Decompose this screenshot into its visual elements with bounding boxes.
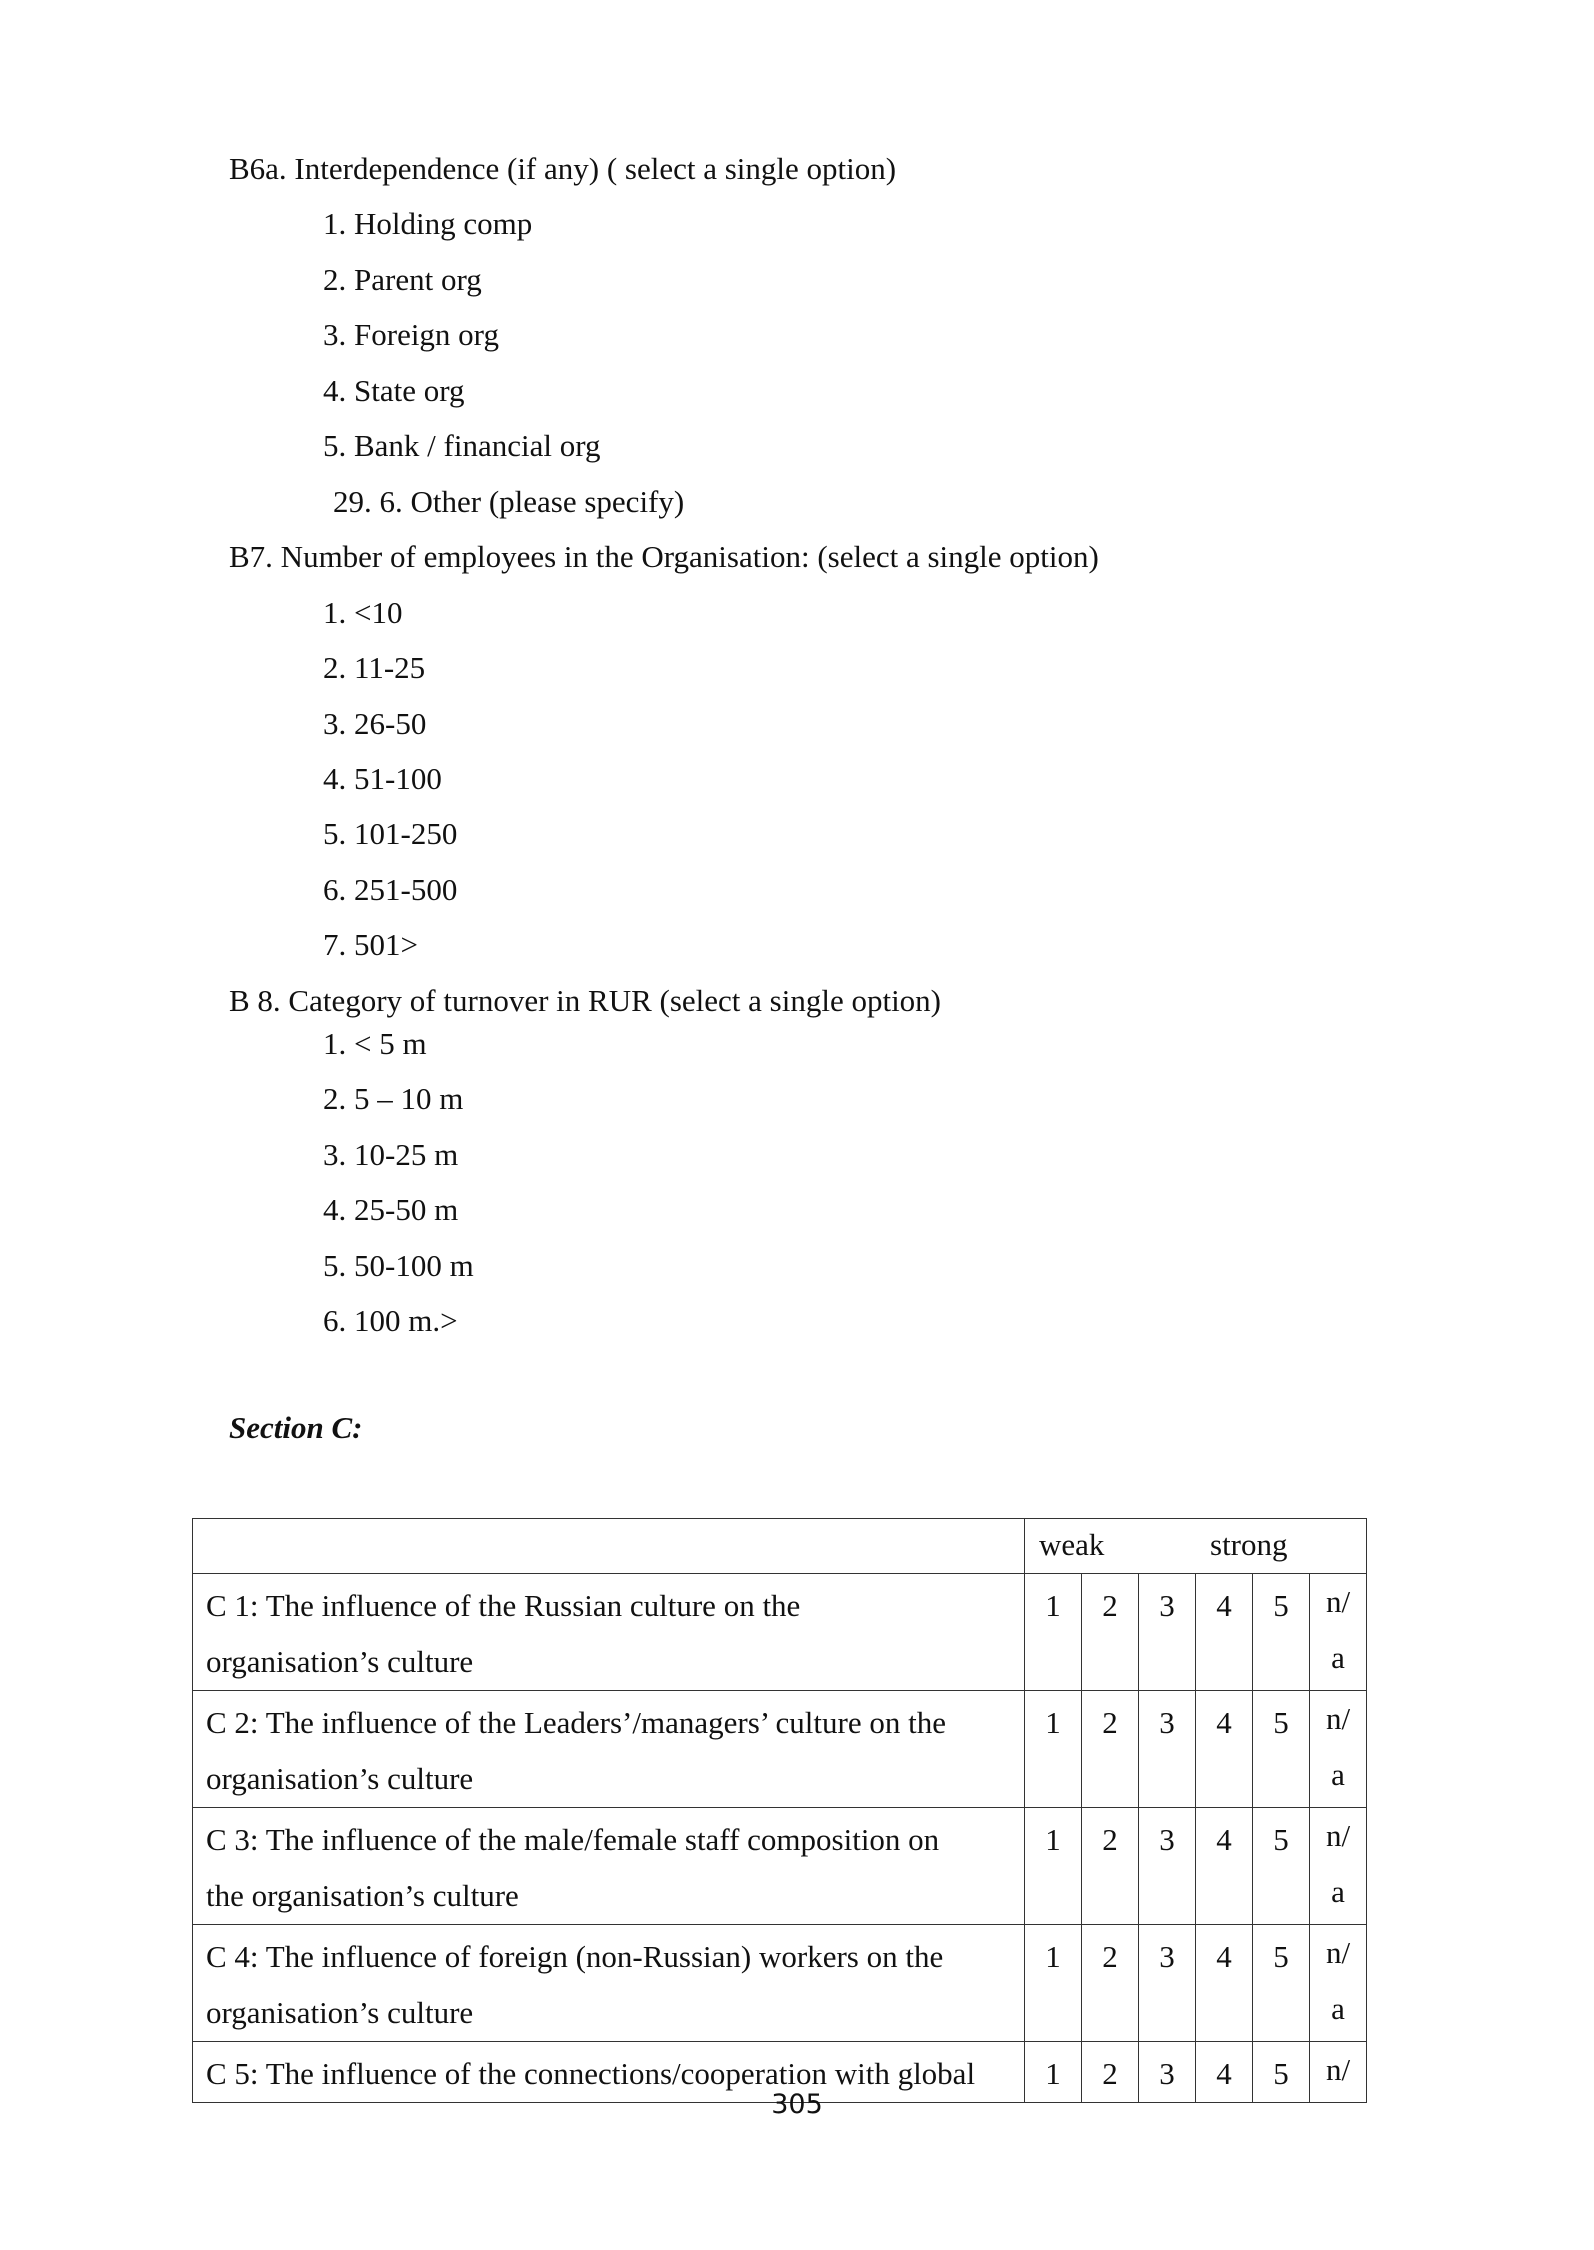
option-b7-7: 7. 501> (323, 927, 418, 962)
rating-option-5[interactable]: 5 (1253, 1925, 1310, 2042)
rating-option-3[interactable]: 3 (1139, 2042, 1196, 2103)
rating-option-na[interactable]: n/ (1310, 2042, 1367, 2103)
rating-option-5[interactable]: 5 (1253, 1691, 1310, 1808)
option-b8-2: 2. 5 – 10 m (323, 1081, 464, 1116)
option-b7-4: 4. 51-100 (323, 761, 442, 796)
rating-option-1[interactable]: 1 (1025, 1808, 1082, 1925)
rating-option-4[interactable]: 4 (1196, 2042, 1253, 2103)
rating-option-na[interactable]: n/ a (1310, 1691, 1367, 1808)
scale-weak-label: weak (1039, 1527, 1105, 1562)
section-c-title: Section C: (229, 1410, 363, 1445)
rating-option-5[interactable]: 5 (1253, 2042, 1310, 2103)
rating-option-5[interactable]: 5 (1253, 1574, 1310, 1691)
header-blank-cell (193, 1519, 1025, 1574)
rating-option-2[interactable]: 2 (1082, 1808, 1139, 1925)
statement-c4: C 4: The influence of foreign (non-Russian) workers on the organisation’s culture (193, 1925, 1025, 2042)
rating-option-3[interactable]: 3 (1139, 1691, 1196, 1808)
rating-option-4[interactable]: 4 (1196, 1808, 1253, 1925)
scale-strong-label: strong (1210, 1527, 1288, 1562)
page-number: 305 (771, 2089, 823, 2120)
rating-option-4[interactable]: 4 (1196, 1925, 1253, 2042)
rating-option-na[interactable]: n/ a (1310, 1925, 1367, 2042)
rating-option-3[interactable]: 3 (1139, 1808, 1196, 1925)
rating-option-2[interactable]: 2 (1082, 1691, 1139, 1808)
table-row (193, 1574, 1367, 1691)
rating-option-4[interactable]: 4 (1196, 1691, 1253, 1808)
table-row (193, 1808, 1367, 1925)
option-b6a-3: 3. Foreign org (323, 317, 499, 352)
option-b8-1: 1. < 5 m (323, 1026, 427, 1061)
option-b7-3: 3. 26-50 (323, 706, 427, 741)
rating-option-1[interactable]: 1 (1025, 1691, 1082, 1808)
rating-option-5[interactable]: 5 (1253, 1808, 1310, 1925)
rating-option-3[interactable]: 3 (1139, 1925, 1196, 2042)
rating-option-4[interactable]: 4 (1196, 1574, 1253, 1691)
option-b8-4: 4. 25-50 m (323, 1192, 459, 1227)
rating-option-na[interactable]: n/ a (1310, 1574, 1367, 1691)
statement-c3: C 3: The influence of the male/female staff composition on the organisation’s culture (193, 1808, 1025, 1925)
statement-c1: C 1: The influence of the Russian culture on the organisation’s culture (193, 1574, 1025, 1691)
statement-c2: C 2: The influence of the Leaders’/managers’ culture on the organisation’s culture (193, 1691, 1025, 1808)
influence-rating-table (192, 1518, 1367, 2103)
option-b6a-2: 2. Parent org (323, 262, 482, 297)
option-b6a-4: 4. State org (323, 373, 465, 408)
question-b6a: B6a. Interdependence (if any) ( select a single option) (229, 151, 897, 186)
rating-option-na[interactable]: n/ a (1310, 1808, 1367, 1925)
rating-option-1[interactable]: 1 (1025, 2042, 1082, 2103)
header-scale-cell (1025, 1519, 1367, 1574)
option-b7-2: 2. 11-25 (323, 650, 426, 685)
rating-option-1[interactable]: 1 (1025, 1574, 1082, 1691)
table-header-row (193, 1519, 1367, 1574)
option-b7-5: 5. 101-250 (323, 816, 458, 851)
option-b8-6: 6. 100 m.> (323, 1303, 458, 1338)
rating-option-2[interactable]: 2 (1082, 1925, 1139, 2042)
option-b8-5: 5. 50-100 m (323, 1248, 474, 1283)
question-b7: B7. Number of employees in the Organisation: (select a single option) (229, 539, 1099, 574)
table-row (193, 1691, 1367, 1808)
rating-option-2[interactable]: 2 (1082, 2042, 1139, 2103)
rating-option-3[interactable]: 3 (1139, 1574, 1196, 1691)
option-b6a-1: 1. Holding comp (323, 206, 533, 241)
option-b6a-other: 29. 6. Other (please specify) (333, 484, 685, 519)
statement-c5: C 5: The influence of the connections/cooperation with global (193, 2042, 1025, 2103)
option-b7-1: 1. <10 (323, 595, 403, 630)
option-b6a-5: 5. Bank / financial org (323, 428, 601, 463)
rating-option-1[interactable]: 1 (1025, 1925, 1082, 2042)
option-b7-6: 6. 251-500 (323, 872, 458, 907)
question-b8: B 8. Category of turnover in RUR (select a single option) (229, 983, 942, 1018)
option-b8-3: 3. 10-25 m (323, 1137, 459, 1172)
rating-option-2[interactable]: 2 (1082, 1574, 1139, 1691)
table-row (193, 1925, 1367, 2042)
